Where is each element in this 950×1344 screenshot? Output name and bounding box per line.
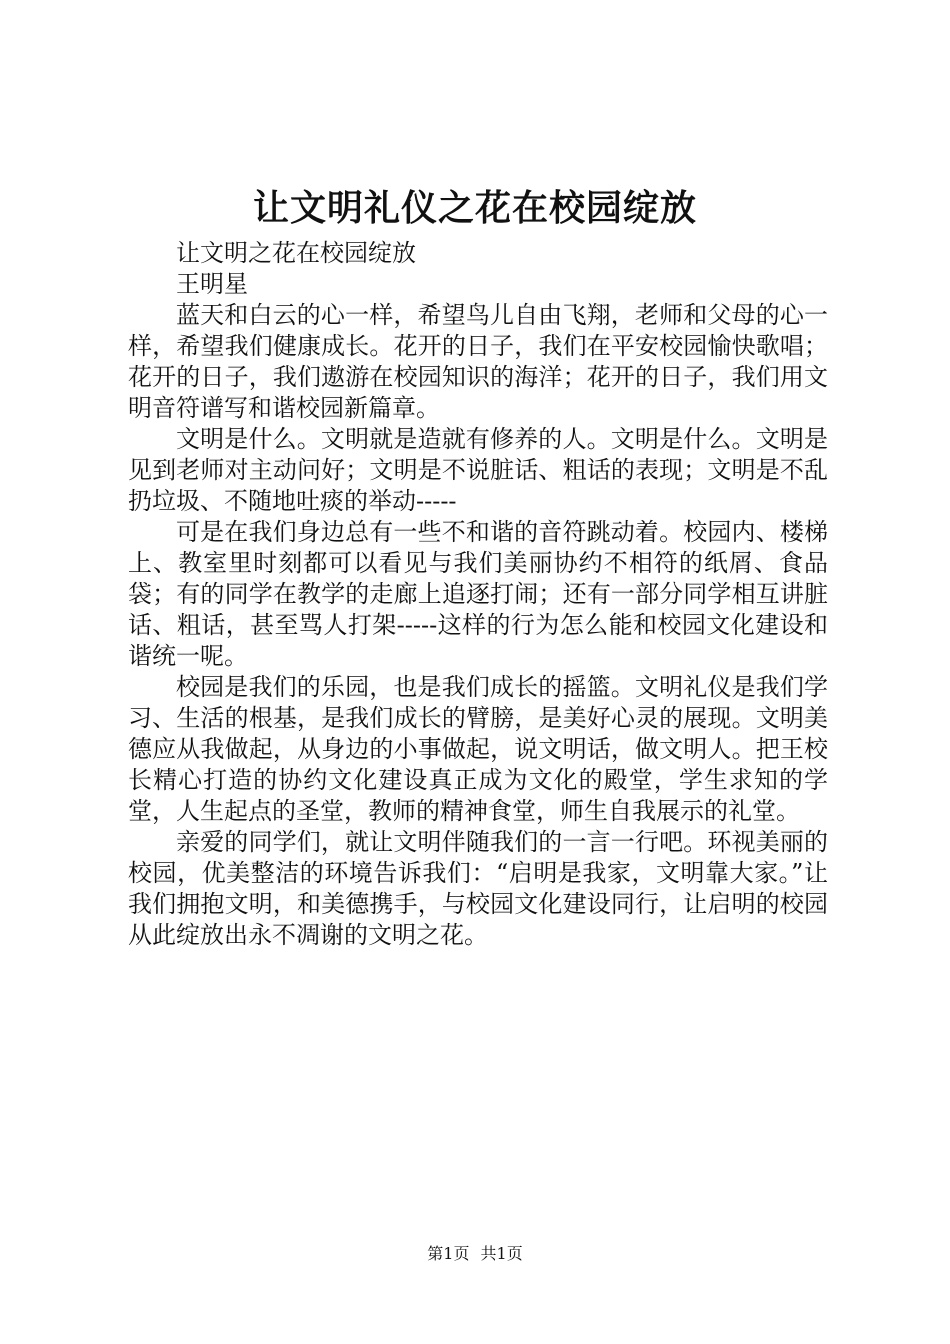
document-body — [128, 238, 828, 951]
body-paragraph: 亲爱的同学们，就让文明伴随我们的一言一行吧。环视美丽的校园，优美整洁的环境告诉我们：“启明是我家，文明靠大家。”让我们拥抱文明，和美德携手，与校园文化建设同行，让启明的校园从此绽放出永不凋谢的文明之花。 — [128, 828, 828, 949]
body-paragraph: 蓝天和白云的心一样，希望鸟儿自由飞翔，老师和父母的心一样，希望我们健康成长。花开的日子，我们在平安校园愉快歌唱；花开的日子，我们遨游在校园知识的海洋；花开的日子，我们用文明音符谱写和谐校园新篇章。 — [128, 301, 828, 422]
body-paragraph: 可是在我们身边总有一些不和谐的音符跳动着。校园内、楼梯上、教室里时刻都可以看见与我们美丽协约不相符的纸屑、食品袋；有的同学在教学的走廊上追逐打闹；还有一部分同学相互讲脏话、粗话，甚至骂人打架-----这样的行为怎么能和校园文化建设和谐统一呢。 — [128, 518, 828, 670]
body-paragraph: 校园是我们的乐园，也是我们成长的摇篮。文明礼仪是我们学习、生活的根基，是我们成长的臂膀，是美好心灵的展现。文明美德应从我做起，从身边的小事做起，说文明话，做文明人。把王校长精心打造的协约文化建设真正成为文化的殿堂，学生求知的学堂，人生起点的圣堂，教师的精神食堂，师生自我展示的礼堂。 — [128, 673, 828, 825]
document-author: 王明星 — [176, 270, 248, 298]
page-number: 第1页 — [427, 1244, 470, 1263]
document-subtitle: 让文明之花在校园绽放 — [176, 239, 416, 267]
document-title: 让文明礼仪之花在校园绽放 — [252, 187, 697, 229]
page-footer — [0, 1243, 950, 1265]
body-paragraph: 文明是什么。文明就是造就有修养的人。文明是什么。文明是见到老师对主动问好；文明是不说脏话、粗话的表现；文明是不乱扔垃圾、不随地吐痰的举动----- — [128, 425, 828, 515]
page-total: 共1页 — [480, 1244, 523, 1263]
